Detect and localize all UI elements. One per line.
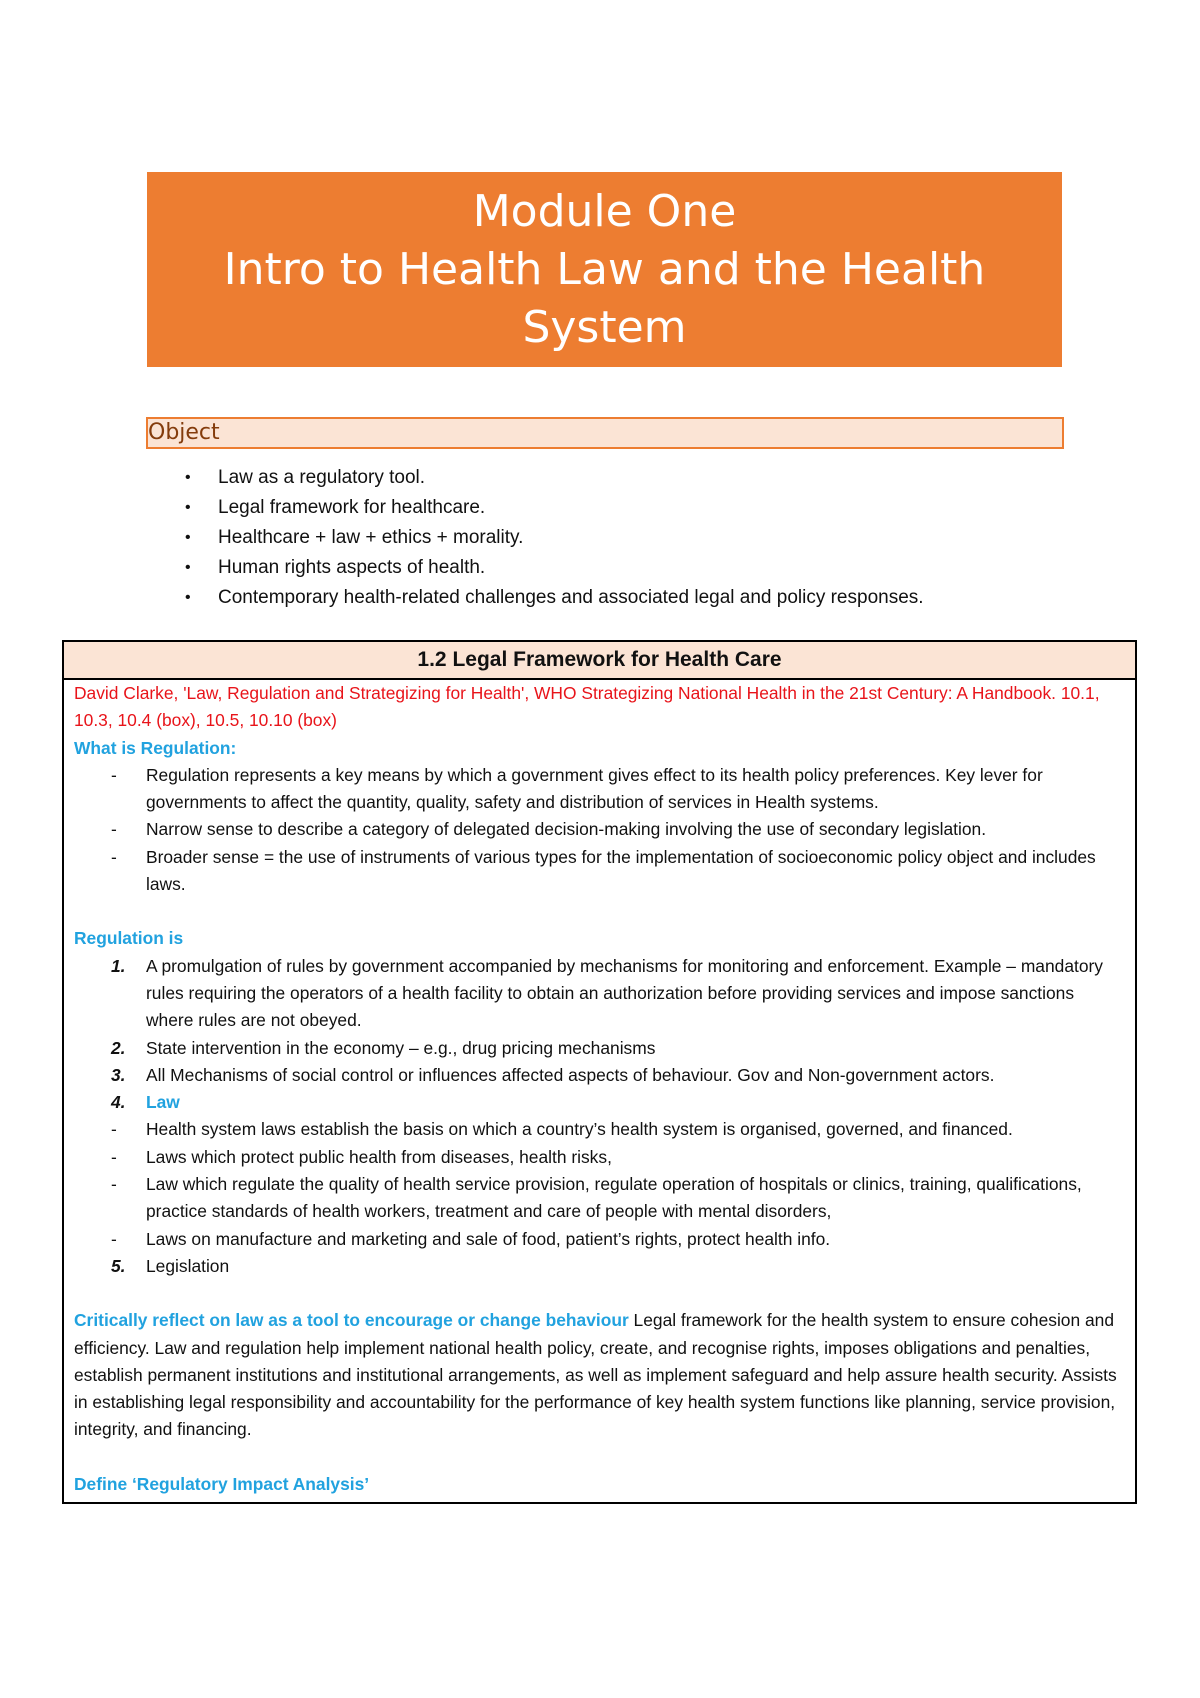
section-body xyxy=(64,680,1135,1498)
regulation-is-heading: Regulation is xyxy=(74,928,184,949)
object-heading: Object xyxy=(148,420,220,445)
reflect-paragraph xyxy=(74,1307,1125,1443)
module-title-banner xyxy=(147,172,1062,367)
objective-item: • Law as a regulatory tool. xyxy=(185,463,924,493)
bullet-icon: • xyxy=(185,589,191,606)
objective-item: • Healthcare + law + ethics + morality. xyxy=(185,523,924,553)
citation: David Clarke, 'Law, Regulation and Strategizing for Health', WHO Strategizing National Health in the 21st Century: A Handbook. 10.1, 10.3, 10.4 (box), 10.5, 10.10 (box) xyxy=(74,683,1100,731)
bullet-icon: • xyxy=(185,529,191,546)
bullet-icon: • xyxy=(185,499,191,516)
numbered-item: 4. Law xyxy=(111,1092,180,1113)
reflect-heading: Critically reflect on law as a tool to encourage or change behaviour xyxy=(74,1310,629,1331)
define-ria-heading: Define ‘Regulatory Impact Analysis’ xyxy=(74,1473,370,1494)
objective-item: • Contemporary health-related challenges and associated legal and policy responses. xyxy=(185,583,924,613)
list-item: - Narrow sense to describe a category of delegated decision-making involving the use of secondary legislation. xyxy=(111,819,987,840)
numbered-item: 3. All Mechanisms of social control or influences affected aspects of behaviour. Gov and Non-government actors. xyxy=(111,1064,995,1085)
list-item: - Health system laws establish the basis on which a country’s health system is organised, governed, and financed. xyxy=(111,1119,1013,1140)
what-is-regulation-heading: What is Regulation: xyxy=(74,737,237,758)
numbered-item: 1. A promulgation of rules by government accompanied by mechanisms for monitoring and enforcement. Example – mandatory rules requiring the operators of a health facility to obtain an authorization before providing services and impose sanctions where rules are not obeyed. xyxy=(111,955,1103,1031)
numbered-item: 2. State intervention in the economy – e.g., drug pricing mechanisms xyxy=(111,1037,656,1058)
list-item: - Law which regulate the quality of health service provision, regulate operation of hospitals or clinics, training, qualifications, practice standards of health workers, treatment and care of people with mental disorders, xyxy=(111,1174,1082,1222)
list-item: - Laws on manufacture and marketing and sale of food, patient’s rights, protect health info. xyxy=(111,1228,831,1249)
list-item: - Regulation represents a key means by which a government gives effect to its health policy preferences. Key lever for governments to affect the quantity, quality, safety and distribution of services in Health systems. xyxy=(111,764,1043,813)
legal-framework-section xyxy=(62,640,1137,1504)
module-title-line-2: Intro to Health Law and the Health xyxy=(223,243,986,295)
objective-item: • Human rights aspects of health. xyxy=(185,553,924,583)
bullet-icon: • xyxy=(185,469,191,486)
list-item: - Laws which protect public health from diseases, health risks, xyxy=(111,1146,612,1167)
bullet-icon: • xyxy=(185,559,191,576)
objective-item: • Legal framework for healthcare. xyxy=(185,493,924,523)
numbered-item: 5. Legislation xyxy=(111,1255,230,1276)
object-heading-box xyxy=(146,417,1064,449)
reflect-text: Legal framework for the health system to ensure cohesion and efficiency. Law and regulation help implement national health policy, create, and recognise rights, imposes obligations and penalties, establish permanent institutions and institutional arrangements, as well as implement safeguard and help assure health security. Assists in establishing legal responsibility and accountability for the performance of key health system functions like planning, service provision, integrity, and financing. xyxy=(74,1310,1117,1440)
section-title: 1.2 Legal Framework for Health Care xyxy=(64,642,1135,680)
list-item: - Broader sense = the use of instruments of various types for the implementation of socioeconomic policy object and includes laws. xyxy=(111,846,1096,895)
objectives-list xyxy=(185,463,924,613)
module-title-line-3: System xyxy=(522,301,687,353)
module-title-line-1: Module One xyxy=(472,185,737,237)
